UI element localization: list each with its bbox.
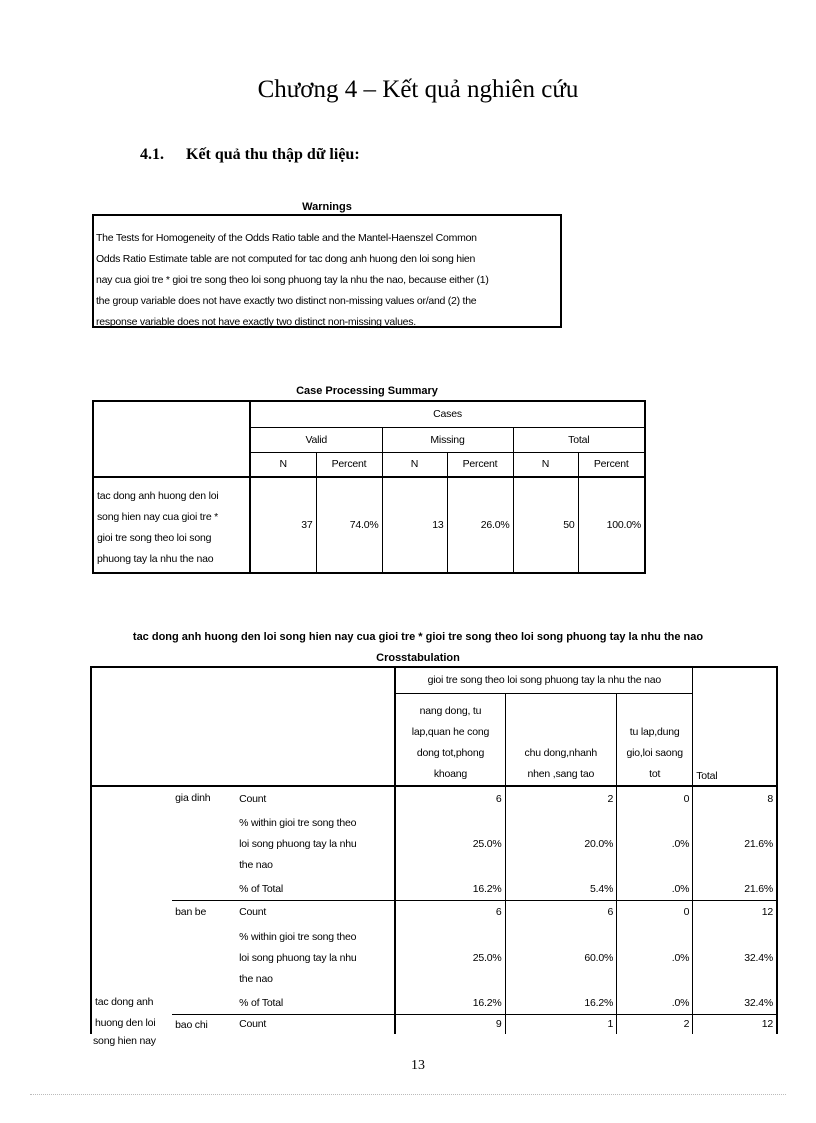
cell-value: .0% bbox=[617, 924, 693, 992]
crosstab-subtitle: Crosstabulation bbox=[376, 652, 460, 664]
col-header-line: chu dong,nhanh bbox=[524, 747, 598, 759]
cell-value: .0% bbox=[617, 992, 693, 1014]
n-header: N bbox=[382, 452, 447, 477]
case-summary-title: Case Processing Summary bbox=[296, 385, 438, 397]
col-header-line: tot bbox=[649, 768, 661, 780]
col-header-3 bbox=[617, 693, 693, 786]
cell-value: 21.6% bbox=[693, 878, 777, 900]
section-number: 4.1. bbox=[140, 146, 164, 163]
cases-header: Cases bbox=[250, 401, 645, 427]
case-summary-corner bbox=[93, 401, 250, 477]
warning-line: The Tests for Homogeneity of the Odds Ratio table and the Mantel-Haenszel Common bbox=[96, 232, 477, 244]
cell-value: 2 bbox=[505, 786, 617, 810]
n-header: N bbox=[250, 452, 316, 477]
cell-value: 12 bbox=[693, 900, 777, 924]
row-var-line: song hien nay bbox=[93, 1035, 156, 1047]
row-var-line: tac dong anh bbox=[95, 996, 154, 1008]
stat-label bbox=[236, 810, 395, 878]
cell-value: .0% bbox=[617, 878, 693, 900]
col-header-1 bbox=[395, 693, 505, 786]
warnings-title: Warnings bbox=[302, 201, 352, 213]
stat-label-line: % within gioi tre song theo bbox=[239, 816, 357, 829]
case-row-label bbox=[93, 477, 250, 573]
missing-header: Missing bbox=[382, 427, 513, 452]
valid-header: Valid bbox=[250, 427, 382, 452]
row-label-line: gioi tre song theo loi song bbox=[97, 531, 212, 544]
col-header-line: gio,loi saong bbox=[626, 747, 683, 759]
cell-value: 60.0% bbox=[505, 924, 617, 992]
cell-value: 6 bbox=[395, 900, 505, 924]
cell-value: 32.4% bbox=[693, 924, 777, 992]
footer-divider bbox=[30, 1094, 786, 1095]
percent-header: Percent bbox=[447, 452, 513, 477]
warning-line: response variable does not have exactly two distinct non-missing values. bbox=[96, 316, 416, 328]
col-group-header: gioi tre song theo loi song phuong tay la nhu the nao bbox=[395, 667, 692, 693]
row-label-line: song hien nay cua gioi tre * bbox=[97, 510, 219, 523]
col-header-line: tu lap,dung bbox=[629, 726, 680, 738]
stat-label-line: the nao bbox=[239, 972, 273, 985]
chapter-title: Chương 4 – Kết quả nghiên cứu bbox=[257, 76, 579, 103]
percent-header: Percent bbox=[578, 452, 645, 477]
col-header-line: lap,quan he cong bbox=[411, 726, 490, 738]
col-header-line: nang dong, tu bbox=[419, 705, 482, 717]
cell-value: 25.0% bbox=[395, 924, 505, 992]
percent-header: Percent bbox=[316, 452, 382, 477]
col-header-line: dong tot,phong bbox=[416, 747, 485, 759]
col-header-line: nhen ,sang tao bbox=[527, 768, 595, 780]
row-var-label bbox=[91, 786, 172, 1034]
cell-value: 9 bbox=[395, 1014, 505, 1034]
cell-value: 25.0% bbox=[395, 810, 505, 878]
valid-percent-value: 74.0% bbox=[316, 477, 382, 573]
group-name: gia dinh bbox=[172, 786, 236, 900]
stat-label: % of Total bbox=[236, 878, 395, 900]
valid-n-value: 37 bbox=[250, 477, 316, 573]
cell-value: 8 bbox=[693, 786, 777, 810]
stat-label-line: loi song phuong tay la nhu bbox=[239, 837, 357, 850]
section-heading bbox=[140, 146, 360, 164]
total-col-header: Total bbox=[693, 667, 777, 786]
cell-value: 16.2% bbox=[395, 992, 505, 1014]
crosstab-title: tac dong anh huong den loi song hien nay cua gioi tre * gioi tre song theo loi song phuong tay la nhu the nao bbox=[132, 631, 704, 643]
row-label-line: tac dong anh huong den loi bbox=[97, 489, 219, 502]
section-title: Kết quả thu thập dữ liệu: bbox=[186, 146, 360, 163]
cell-value: 5.4% bbox=[505, 878, 617, 900]
cell-value: 2 bbox=[617, 1014, 693, 1034]
cell-value: 0 bbox=[617, 900, 693, 924]
cell-value: 16.2% bbox=[395, 878, 505, 900]
cell-value: 12 bbox=[693, 1014, 777, 1034]
cell-value: 0 bbox=[617, 786, 693, 810]
cell-value: 6 bbox=[505, 900, 617, 924]
cell-value: 6 bbox=[395, 786, 505, 810]
crosstab-corner bbox=[91, 667, 395, 786]
group-name: bao chi bbox=[172, 1014, 236, 1034]
total-n-value: 50 bbox=[513, 477, 578, 573]
case-summary-table bbox=[92, 400, 646, 574]
col-header-2 bbox=[505, 693, 617, 786]
stat-label-line: the nao bbox=[239, 858, 273, 871]
crosstab-table bbox=[90, 666, 778, 1034]
warnings-box bbox=[92, 214, 562, 328]
n-header: N bbox=[513, 452, 578, 477]
stat-label bbox=[236, 924, 395, 992]
row-var-line: huong den loi bbox=[95, 1017, 156, 1029]
warning-line: the group variable does not have exactly two distinct non-missing values or/and (2) the bbox=[96, 295, 477, 307]
total-percent-value: 100.0% bbox=[578, 477, 645, 573]
missing-n-value: 13 bbox=[382, 477, 447, 573]
total-header: Total bbox=[513, 427, 645, 452]
stat-label-line: loi song phuong tay la nhu bbox=[239, 951, 357, 964]
cell-value: 20.0% bbox=[505, 810, 617, 878]
page-number: 13 bbox=[411, 1058, 425, 1073]
group-name: ban be bbox=[172, 900, 236, 1014]
cell-value: 1 bbox=[505, 1014, 617, 1034]
cell-value: 32.4% bbox=[693, 992, 777, 1014]
row-label-line: phuong tay la nhu the nao bbox=[97, 552, 214, 565]
stat-label: Count bbox=[236, 900, 395, 924]
warning-line: nay cua gioi tre * gioi tre song theo loi song phuong tay la nhu the nao, because either (1) bbox=[96, 274, 489, 286]
stat-label: Count bbox=[236, 786, 395, 810]
stat-label: % of Total bbox=[236, 992, 395, 1014]
missing-percent-value: 26.0% bbox=[447, 477, 513, 573]
stat-label-line: % within gioi tre song theo bbox=[239, 930, 357, 943]
cell-value: .0% bbox=[617, 810, 693, 878]
stat-label: Count bbox=[236, 1014, 395, 1034]
warning-line: Odds Ratio Estimate table are not computed for tac dong anh huong den loi song hien bbox=[96, 253, 476, 265]
cell-value: 16.2% bbox=[505, 992, 617, 1014]
col-header-line: khoang bbox=[433, 768, 468, 780]
cell-value: 21.6% bbox=[693, 810, 777, 878]
